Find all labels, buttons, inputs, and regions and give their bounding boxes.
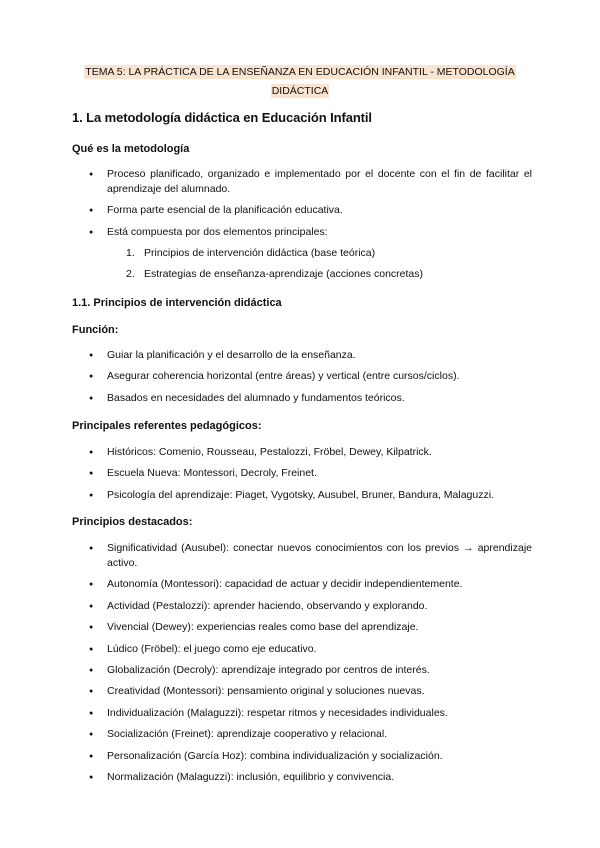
- list-item: ● Creatividad (Montessori): pensamiento original y soluciones nuevas.: [72, 684, 532, 699]
- item-number: 1.: [126, 247, 135, 259]
- heading-principios: Principios destacados:: [72, 516, 193, 528]
- list-item: ● Proceso planificado, organizado e implementado por el docente con el fin de facilitar el aprendizaje del alumnado.: [72, 167, 532, 197]
- title-line-2: DIDÁCTICA: [271, 85, 329, 97]
- item-text: Principios de intervención didáctica (base teórica): [144, 247, 376, 259]
- section-heading-1: 1. La metodología didáctica en Educación Infantil: [72, 110, 372, 125]
- list-item: ● Psicología del aprendizaje: Piaget, Vygotsky, Ausubel, Bruner, Bandura, Malaguzzi.: [72, 488, 532, 503]
- list-item: ● Escuela Nueva: Montessori, Decroly, Freinet.: [72, 466, 532, 481]
- list-funcion: [72, 348, 532, 412]
- list-item: ● Normalización (Malaguzzi): inclusión, equilibrio y convivencia.: [72, 770, 532, 785]
- list-referentes: [72, 445, 532, 509]
- numbered-item: [72, 267, 532, 282]
- heading-referentes: Principales referentes pedagógicos:: [72, 420, 262, 432]
- title-line-1: TEMA 5: LA PRÁCTICA DE LA ENSEÑANZA EN EDUCACIÓN INFANTIL - METODOLOGÍA: [85, 66, 515, 78]
- list-item: ● Asegurar coherencia horizontal (entre áreas) y vertical (entre cursos/ciclos).: [72, 369, 532, 384]
- list-item: ● Basados en necesidades del alumnado y fundamentos teóricos.: [72, 391, 532, 406]
- list-item: ● Individualización (Malaguzzi): respetar ritmos y necesidades individuales.: [72, 706, 532, 721]
- list-elementos: [72, 246, 532, 289]
- heading-que-es: Qué es la metodología: [72, 143, 190, 155]
- list-item: ● Personalización (García Hoz): combina individualización y socialización.: [72, 749, 532, 764]
- list-item: ● Históricos: Comenio, Rousseau, Pestalozzi, Fröbel, Dewey, Kilpatrick.: [72, 445, 532, 460]
- heading-funcion: Función:: [72, 324, 119, 336]
- list-item: ● Está compuesta por dos elementos principales:: [72, 225, 532, 240]
- list-item: ● Significatividad (Ausubel): conectar nuevos conocimientos con los previos → aprendizaje activo.: [72, 541, 532, 571]
- list-item: ● Lúdico (Fröbel): el juego como eje educativo.: [72, 642, 532, 657]
- list-principios: [72, 541, 532, 791]
- item-text: Estrategias de enseñanza-aprendizaje (acciones concretas): [144, 268, 423, 281]
- list-item: ● Actividad (Pestalozzi): aprender haciendo, observando y explorando.: [72, 599, 532, 614]
- list-item: ● Vivencial (Dewey): experiencias reales como base del aprendizaje.: [72, 620, 532, 635]
- list-item: ● Guiar la planificación y el desarrollo de la enseñanza.: [72, 348, 532, 363]
- document-title: [60, 62, 540, 100]
- section-heading-1-1: 1.1. Principios de intervención didáctica: [72, 297, 282, 309]
- item-number: 2.: [126, 268, 135, 281]
- list-item: ● Forma parte esencial de la planificación educativa.: [72, 203, 532, 218]
- numbered-item: [72, 246, 532, 261]
- list-item: ● Socialización (Freinet): aprendizaje cooperativo y relacional.: [72, 727, 532, 742]
- list-item: ● Globalización (Decroly): aprendizaje integrado por centros de interés.: [72, 663, 532, 678]
- list-que-es: [72, 167, 532, 246]
- list-item: ● Autonomía (Montessori): capacidad de actuar y decidir independientemente.: [72, 577, 532, 592]
